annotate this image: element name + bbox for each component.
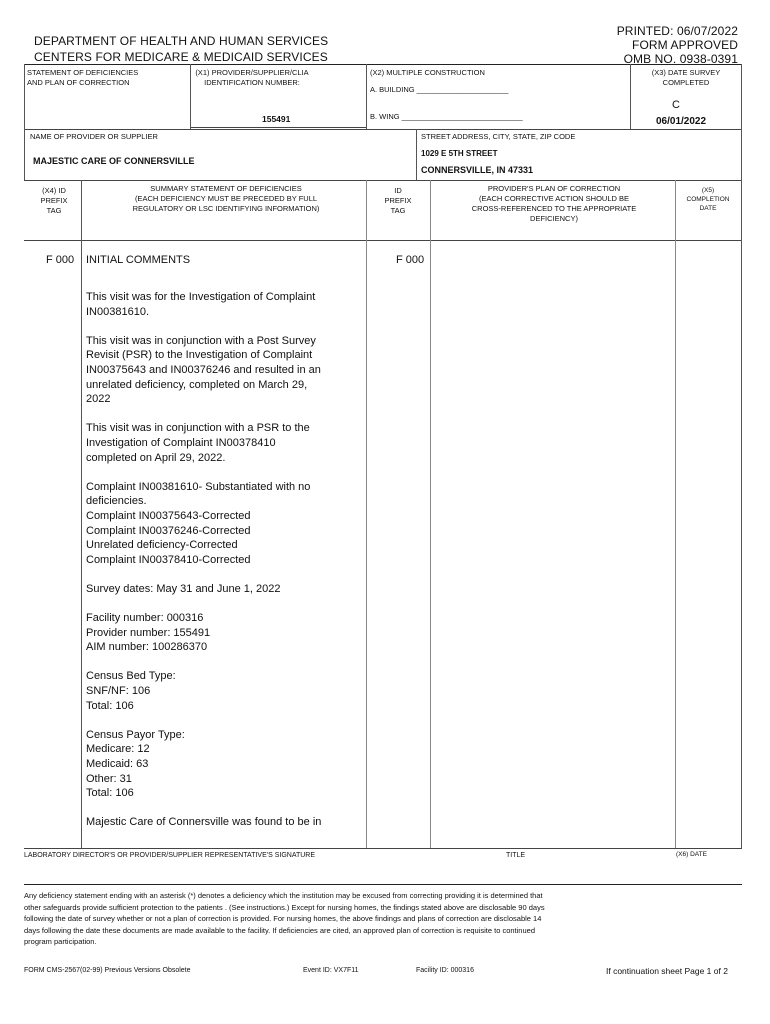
col-divider-1 bbox=[81, 180, 82, 848]
entry-line: Census Bed Type: bbox=[86, 670, 176, 683]
x4-tag: TAG bbox=[46, 206, 62, 215]
entry-line: Total: 106 bbox=[86, 699, 134, 712]
x5-label: (X5) bbox=[701, 187, 715, 194]
signature-label: LABORATORY DIRECTOR'S OR PROVIDER/SUPPLIER REPRESENTATIVE'S SIGNATURE bbox=[24, 852, 316, 859]
disclaimer-line: days following the date these documents are made available to the facility. If deficiencies are cited, an approved plan of correction is requisite to continued bbox=[24, 925, 535, 935]
plan-note-2: CROSS-REFERENCED TO THE APPROPRIATE bbox=[471, 204, 637, 213]
entry-paragraph bbox=[86, 421, 364, 465]
entry-line: completed on April 29, 2022. bbox=[86, 451, 226, 464]
entry-line: Total: 106 bbox=[86, 787, 134, 800]
entry-line: Revisit (PSR) to the Investigation of Complaint bbox=[86, 349, 313, 362]
tag-left: F 000 bbox=[46, 254, 75, 266]
entry-line: IN00381610. bbox=[86, 305, 149, 318]
entry-line: Majestic Care of Connersville was found to be in bbox=[86, 816, 322, 829]
id-tag: TAG bbox=[390, 206, 406, 215]
entry-body bbox=[86, 290, 364, 845]
entry-line: Facility number: 000316 bbox=[86, 612, 204, 625]
wing-field: B. WING _____________________________ bbox=[370, 112, 523, 121]
form-approved: FORM APPROVED bbox=[632, 38, 738, 52]
plan-note-1: (EACH CORRECTIVE ACTION SHOULD BE bbox=[478, 194, 630, 203]
entry-line: Complaint IN00375643-Corrected bbox=[86, 509, 251, 522]
entry-line: Unrelated deficiency-Corrected bbox=[86, 539, 238, 552]
address-label: STREET ADDRESS, CITY, STATE, ZIP CODE bbox=[421, 132, 576, 141]
id-label: ID bbox=[394, 186, 402, 195]
disclaimer-line: program participation. bbox=[24, 937, 97, 947]
entry-line: Investigation of Complaint IN00378410 bbox=[86, 436, 276, 449]
summary-note-1: (EACH DEFICIENCY MUST BE PRECEDED BY FULL bbox=[134, 194, 318, 203]
department-line: DEPARTMENT OF HEALTH AND HUMAN SERVICES bbox=[34, 34, 329, 48]
col-divider-4 bbox=[675, 180, 676, 848]
entry-line: This visit was in conjunction with a Post Survey bbox=[86, 334, 316, 347]
x4-label: (X4) ID bbox=[42, 186, 66, 195]
x5-completion: COMPLETION bbox=[686, 196, 730, 203]
provider-name-label: NAME OF PROVIDER OR SUPPLIER bbox=[30, 132, 158, 141]
plan-heading: PROVIDER'S PLAN OF CORRECTION bbox=[487, 184, 621, 193]
entry-line: This visit was in conjunction with a PSR to the bbox=[86, 422, 310, 435]
plan-note-3: DEFICIENCY) bbox=[530, 214, 578, 223]
summary-note-2: REGULATORY OR LSC IDENTIFYING INFORMATION) bbox=[132, 204, 320, 213]
col-divider-3 bbox=[430, 180, 431, 848]
disclaimer-line: other safeguards provide sufficient protection to the patients . (See instructions.) Except for nursing homes, the findings stated above are disclosable 90 days bbox=[24, 902, 545, 912]
entry-line: Other: 31 bbox=[86, 772, 132, 785]
divider-x2 bbox=[366, 64, 367, 129]
box-rule-2 bbox=[24, 180, 742, 181]
printed-date: PRINTED: 06/07/2022 bbox=[616, 24, 738, 38]
disclaimer bbox=[24, 890, 545, 948]
box-border-right bbox=[741, 64, 742, 848]
entry-paragraph bbox=[86, 728, 364, 801]
x3-sublabel: COMPLETED bbox=[662, 78, 710, 87]
x1-label: (X1) PROVIDER/SUPPLIER/CLIA bbox=[195, 68, 309, 77]
disclaimer-line: following the date of survey whether or not a plan of correction is provided. For nursing homes, the above findings and plans of correction are disclosable 14 bbox=[24, 914, 542, 924]
x6-date-label: (X6) DATE bbox=[676, 851, 707, 858]
survey-code: C bbox=[672, 99, 680, 111]
entry-line: SNF/NF: 106 bbox=[86, 685, 151, 698]
box-rule-4 bbox=[24, 848, 742, 849]
entry-paragraph bbox=[86, 290, 364, 319]
omb-number: OMB NO. 0938-0391 bbox=[623, 52, 738, 66]
entry-paragraph bbox=[86, 669, 364, 713]
provider-name: MAJESTIC CARE OF CONNERSVILLE bbox=[33, 156, 195, 166]
entry-line: 2022 bbox=[86, 393, 111, 406]
continuation-note: If continuation sheet Page 1 of 2 bbox=[606, 966, 728, 976]
signature-rule bbox=[24, 884, 742, 885]
entry-line: Medicare: 12 bbox=[86, 743, 150, 756]
building-field: A. BUILDING ______________________ bbox=[370, 85, 509, 94]
entry-paragraph bbox=[86, 582, 364, 597]
divider-address bbox=[416, 129, 417, 180]
street-address: 1029 E 5TH STREET bbox=[421, 149, 498, 158]
x2-label: (X2) MULTIPLE CONSTRUCTION bbox=[370, 68, 485, 77]
x3-label: (X3) DATE SURVEY bbox=[651, 68, 721, 77]
summary-heading: SUMMARY STATEMENT OF DEFICIENCIES bbox=[150, 184, 302, 193]
entry-line: deficiencies. bbox=[86, 495, 147, 508]
event-id: Event ID: VX7F11 bbox=[303, 967, 359, 974]
box-border-left bbox=[24, 64, 25, 180]
plan-label: AND PLAN OF CORRECTION bbox=[27, 78, 130, 87]
divider-x3 bbox=[630, 64, 631, 129]
entry-line: This visit was for the Investigation of Complaint bbox=[86, 291, 316, 303]
entry-line: Complaint IN00376246-Corrected bbox=[86, 524, 251, 537]
form-number: FORM CMS-2567(02-99) Previous Versions Obsolete bbox=[24, 967, 191, 974]
entry-paragraph bbox=[86, 611, 364, 655]
box-rule-3 bbox=[24, 240, 742, 241]
entry-line: Complaint IN00381610- Substantiated with no bbox=[86, 480, 311, 493]
tag-right: F 000 bbox=[396, 254, 425, 266]
centers-line: CENTERS FOR MEDICARE & MEDICAID SERVICES bbox=[34, 50, 328, 64]
entry-line: Census Payor Type: bbox=[86, 728, 185, 741]
col-divider-2 bbox=[366, 180, 367, 848]
entry-line: Complaint IN00378410-Corrected bbox=[86, 553, 251, 566]
statement-label: STATEMENT OF DEFICIENCIES bbox=[27, 68, 139, 77]
provider-id-value: 155491 bbox=[262, 114, 291, 124]
divider-x1 bbox=[190, 64, 191, 129]
entry-line: unrelated deficiency, completed on March 29, bbox=[86, 378, 308, 391]
x5-date: DATE bbox=[699, 205, 717, 212]
disclaimer-line: Any deficiency statement ending with an asterisk (*) denotes a deficiency which the institution may be excused from correcting providing it is determined that bbox=[24, 891, 543, 900]
top-rule bbox=[24, 64, 742, 65]
entry-line: Provider number: 155491 bbox=[86, 626, 211, 639]
x1-underline bbox=[190, 127, 366, 128]
entry-line: AIM number: 100286370 bbox=[86, 641, 208, 654]
entry-paragraph bbox=[86, 334, 364, 407]
entry-paragraph bbox=[86, 480, 364, 568]
x1-sublabel: IDENTIFICATION NUMBER: bbox=[204, 78, 300, 87]
entry-line: Survey dates: May 31 and June 1, 2022 bbox=[86, 582, 281, 595]
facility-id: Facility ID: 000316 bbox=[416, 967, 474, 974]
entry-line: Medicaid: 63 bbox=[86, 758, 149, 770]
entry-line: IN00375643 and IN00376246 and resulted in an bbox=[86, 363, 321, 376]
city-state-zip: CONNERSVILLE, IN 47331 bbox=[421, 165, 534, 175]
entry-title: INITIAL COMMENTS bbox=[86, 254, 191, 266]
survey-date: 06/01/2022 bbox=[656, 116, 707, 127]
id-prefix: PREFIX bbox=[384, 196, 412, 205]
title-label: TITLE bbox=[506, 852, 526, 859]
box-rule-1 bbox=[24, 129, 742, 130]
x4-prefix: PREFIX bbox=[40, 196, 68, 205]
entry-paragraph bbox=[86, 815, 364, 830]
